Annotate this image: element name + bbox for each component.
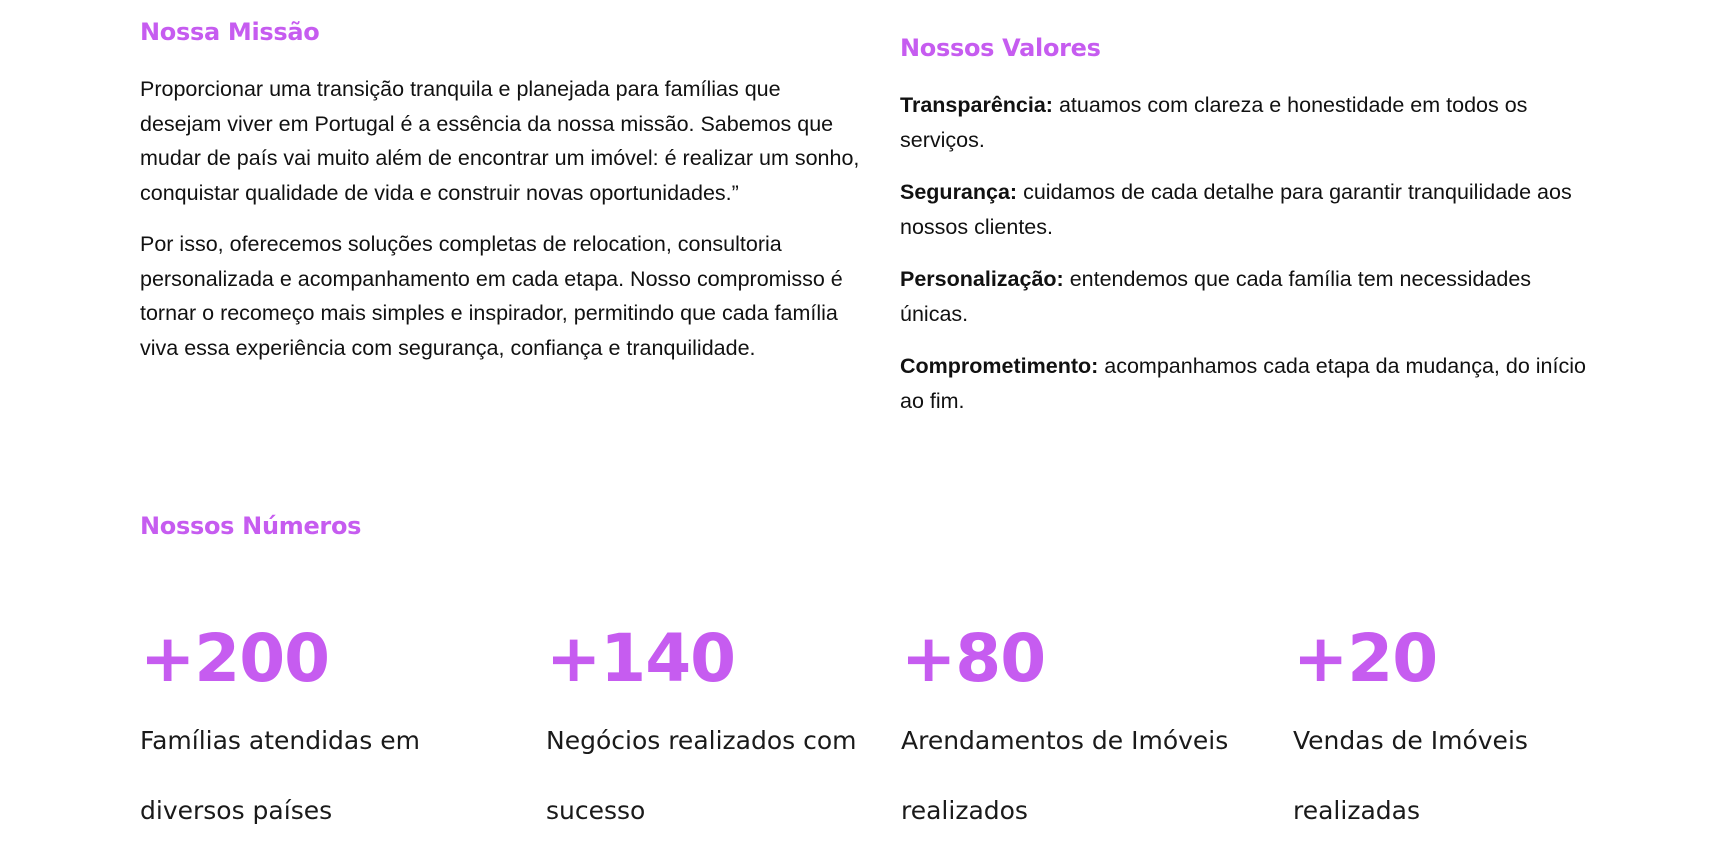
- stat-value: +140: [546, 620, 736, 697]
- stat-label-line2: diversos países: [140, 796, 333, 825]
- stat-label-line2: realizadas: [1293, 796, 1420, 825]
- stat-label-line1: Famílias atendidas em: [140, 726, 420, 755]
- value-description: entendemos que cada família tem necessidades únicas.: [900, 267, 1532, 326]
- mission-text: [140, 72, 860, 382]
- value-name: Comprometimento:: [900, 354, 1099, 378]
- stat-label-line2: sucesso: [546, 796, 646, 825]
- values-list: [900, 88, 1600, 436]
- value-item-transparency: [900, 88, 1600, 157]
- value-description: cuidamos de cada detalhe para garantir tranquilidade aos nossos clientes.: [900, 180, 1572, 239]
- value-name: Segurança:: [900, 180, 1018, 204]
- value-name: Transparência:: [900, 93, 1053, 117]
- stat-value: +80: [901, 620, 1046, 697]
- stat-rentals: [901, 618, 1281, 846]
- stat-label-line1: Negócios realizados com: [546, 726, 857, 755]
- value-description: acompanhamos cada etapa da mudança, do início ao fim.: [900, 354, 1586, 413]
- value-item-commitment: [900, 349, 1600, 418]
- stat-value: +200: [140, 620, 330, 697]
- mission-paragraph: Proporcionar uma transição tranquila e planejada para famílias que desejam viver em Portugal é a essência da nossa missão. Sabemos que mudar de país vai muito além de encontrar um imóvel: é realizar um sonho, conquistar qualidade de vida e construir novas oportunidades.”: [140, 77, 860, 205]
- value-item-security: [900, 175, 1600, 244]
- value-description: atuamos com clareza e honestidade em todos os serviços.: [900, 93, 1528, 152]
- stat-families: [140, 618, 520, 846]
- stat-sales: [1293, 618, 1623, 846]
- stat-label-line1: Vendas de Imóveis: [1293, 726, 1528, 755]
- stat-label-line2: realizados: [901, 796, 1028, 825]
- mission-title: Nossa Missão: [140, 18, 320, 46]
- values-title: Nossos Valores: [900, 34, 1101, 62]
- stat-label-line1: Arendamentos de Imóveis: [901, 726, 1229, 755]
- mission-paragraph: Por isso, oferecemos soluções completas de relocation, consultoria personalizada e acompanhamento em cada etapa. Nosso compromisso é tornar o recomeço mais simples e inspirador, permitindo que cada família viva essa experiência com segurança, confiança e tranquilidade.: [140, 232, 843, 360]
- stat-value: +20: [1293, 620, 1438, 697]
- value-name: Personalização:: [900, 267, 1064, 291]
- numbers-title: Nossos Números: [140, 512, 362, 540]
- stat-deals: [546, 618, 896, 846]
- value-item-personalization: [900, 262, 1600, 331]
